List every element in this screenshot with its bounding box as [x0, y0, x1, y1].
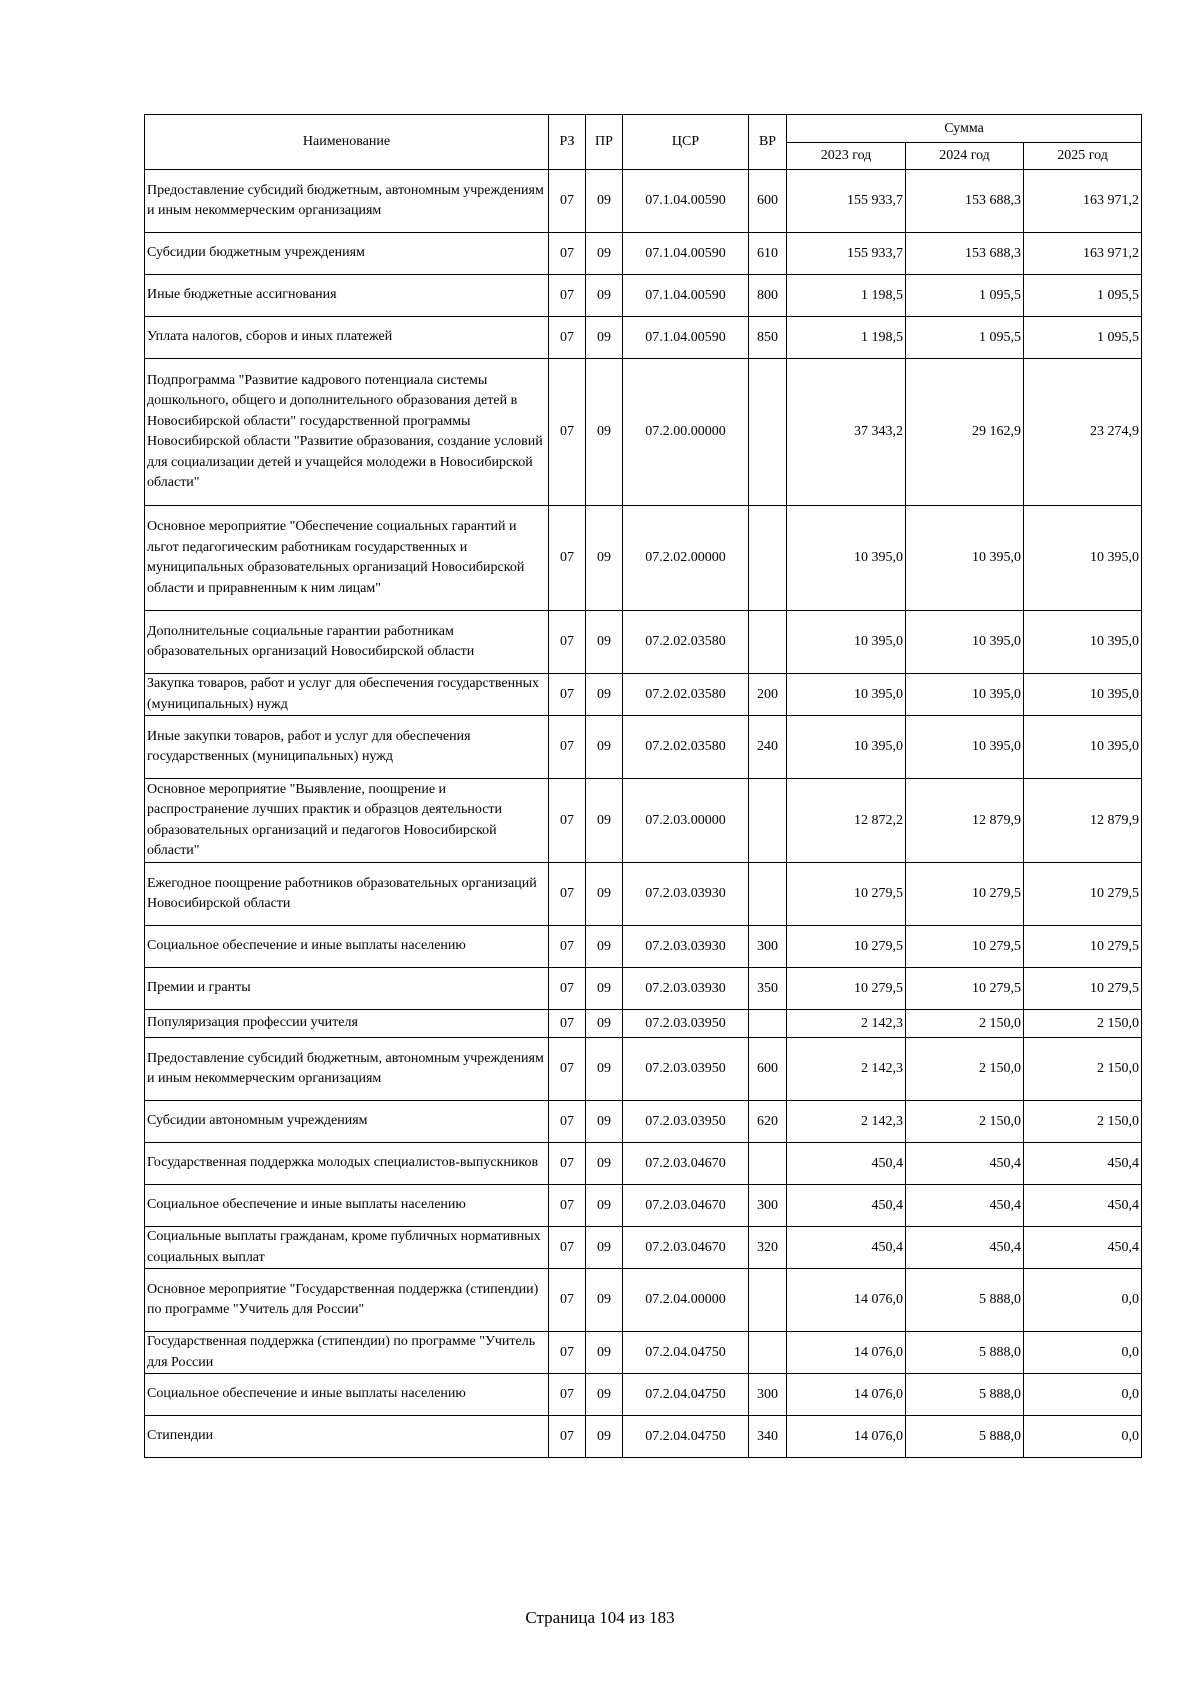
row-pr: 09 [586, 506, 623, 611]
table-row [145, 779, 1142, 863]
row-amount-2023: 10 395,0 [787, 506, 906, 611]
row-amount-2024: 10 395,0 [906, 716, 1024, 779]
row-vr: 240 [749, 716, 787, 779]
row-amount-2023: 450,4 [787, 1143, 906, 1185]
row-vr: 300 [749, 1374, 787, 1416]
row-amount-2024: 10 279,5 [906, 926, 1024, 968]
row-amount-2024: 153 688,3 [906, 170, 1024, 233]
row-pr: 09 [586, 674, 623, 716]
row-amount-2025: 2 150,0 [1024, 1038, 1142, 1101]
row-amount-2023: 2 142,3 [787, 1101, 906, 1143]
row-amount-2023: 2 142,3 [787, 1010, 906, 1038]
row-amount-2023: 14 076,0 [787, 1374, 906, 1416]
row-amount-2023: 14 076,0 [787, 1332, 906, 1374]
row-amount-2023: 450,4 [787, 1227, 906, 1269]
row-amount-2023: 14 076,0 [787, 1416, 906, 1458]
row-pr: 09 [586, 1010, 623, 1038]
row-name: Основное мероприятие "Обеспечение социальных гарантий и льгот педагогическим работникам государственных и муниципальных образовательных организаций Новосибирской области и приравненным к ним лицам" [145, 506, 549, 611]
row-amount-2025: 10 395,0 [1024, 716, 1142, 779]
row-amount-2023: 10 279,5 [787, 926, 906, 968]
row-vr [749, 779, 787, 863]
row-name: Предоставление субсидий бюджетным, автономным учреждениям и иным некоммерческим организациям [145, 1038, 549, 1101]
row-amount-2025: 0,0 [1024, 1269, 1142, 1332]
row-amount-2023: 12 872,2 [787, 779, 906, 863]
row-csr: 07.2.03.03930 [623, 926, 749, 968]
header-csr: ЦСР [623, 115, 749, 170]
header-year-2024: 2024 год [906, 143, 1024, 170]
row-amount-2024: 450,4 [906, 1143, 1024, 1185]
row-amount-2024: 5 888,0 [906, 1269, 1024, 1332]
table-row [145, 1101, 1142, 1143]
row-pr: 09 [586, 1416, 623, 1458]
row-amount-2024: 10 279,5 [906, 863, 1024, 926]
row-pr: 09 [586, 1269, 623, 1332]
header-year-2025: 2025 год [1024, 143, 1142, 170]
row-vr: 350 [749, 968, 787, 1010]
row-amount-2024: 450,4 [906, 1227, 1024, 1269]
row-name: Ежегодное поощрение работников образовательных организаций Новосибирской области [145, 863, 549, 926]
row-rz: 07 [549, 1010, 586, 1038]
row-csr: 07.2.03.04670 [623, 1185, 749, 1227]
row-rz: 07 [549, 674, 586, 716]
row-pr: 09 [586, 863, 623, 926]
table-row [145, 611, 1142, 674]
row-csr: 07.2.03.03930 [623, 968, 749, 1010]
row-rz: 07 [549, 926, 586, 968]
row-vr: 800 [749, 275, 787, 317]
row-vr [749, 1269, 787, 1332]
row-rz: 07 [549, 359, 586, 506]
row-amount-2023: 10 395,0 [787, 674, 906, 716]
row-amount-2024: 450,4 [906, 1185, 1024, 1227]
row-pr: 09 [586, 968, 623, 1010]
row-csr: 07.2.04.04750 [623, 1416, 749, 1458]
row-vr: 340 [749, 1416, 787, 1458]
row-name: Дополнительные социальные гарантии работникам образовательных организаций Новосибирской области [145, 611, 549, 674]
table-row [145, 1374, 1142, 1416]
row-vr [749, 1010, 787, 1038]
header-sum: Сумма [787, 115, 1142, 143]
table-row [145, 233, 1142, 275]
row-amount-2024: 5 888,0 [906, 1374, 1024, 1416]
row-amount-2024: 10 395,0 [906, 506, 1024, 611]
row-rz: 07 [549, 863, 586, 926]
table-row [145, 275, 1142, 317]
row-rz: 07 [549, 716, 586, 779]
row-vr: 850 [749, 317, 787, 359]
row-csr: 07.2.03.03930 [623, 863, 749, 926]
row-pr: 09 [586, 317, 623, 359]
row-rz: 07 [549, 1374, 586, 1416]
row-vr: 200 [749, 674, 787, 716]
row-amount-2025: 10 279,5 [1024, 863, 1142, 926]
row-name: Иные бюджетные ассигнования [145, 275, 549, 317]
table-row [145, 1185, 1142, 1227]
row-amount-2024: 10 279,5 [906, 968, 1024, 1010]
table-row [145, 1038, 1142, 1101]
table-row [145, 1143, 1142, 1185]
row-vr: 320 [749, 1227, 787, 1269]
row-amount-2025: 10 279,5 [1024, 926, 1142, 968]
row-amount-2025: 2 150,0 [1024, 1101, 1142, 1143]
row-name: Социальное обеспечение и иные выплаты населению [145, 1185, 549, 1227]
row-pr: 09 [586, 275, 623, 317]
row-csr: 07.2.00.00000 [623, 359, 749, 506]
row-amount-2023: 14 076,0 [787, 1269, 906, 1332]
row-rz: 07 [549, 1101, 586, 1143]
row-csr: 07.2.04.00000 [623, 1269, 749, 1332]
row-name: Социальное обеспечение и иные выплаты населению [145, 1374, 549, 1416]
row-name: Подпрограмма "Развитие кадрового потенциала системы дошкольного, общего и дополнительного образования детей в Новосибирской области" государственной программы Новосибирской области "Развитие образования, создание условий для социализации детей и учащейся молодежи в Новосибирской области" [145, 359, 549, 506]
row-rz: 07 [549, 779, 586, 863]
header-rz: РЗ [549, 115, 586, 170]
row-pr: 09 [586, 1332, 623, 1374]
table-row [145, 1010, 1142, 1038]
row-amount-2023: 10 279,5 [787, 968, 906, 1010]
header-vr: ВР [749, 115, 787, 170]
row-pr: 09 [586, 779, 623, 863]
row-amount-2024: 2 150,0 [906, 1101, 1024, 1143]
row-csr: 07.1.04.00590 [623, 317, 749, 359]
header-name: Наименование [145, 115, 549, 170]
header-pr: ПР [586, 115, 623, 170]
row-amount-2024: 153 688,3 [906, 233, 1024, 275]
table-row [145, 506, 1142, 611]
row-name: Стипендии [145, 1416, 549, 1458]
row-amount-2025: 450,4 [1024, 1227, 1142, 1269]
row-rz: 07 [549, 233, 586, 275]
row-vr: 610 [749, 233, 787, 275]
row-pr: 09 [586, 170, 623, 233]
row-amount-2025: 10 395,0 [1024, 506, 1142, 611]
row-amount-2024: 29 162,9 [906, 359, 1024, 506]
row-pr: 09 [586, 926, 623, 968]
row-csr: 07.2.02.03580 [623, 611, 749, 674]
row-csr: 07.2.04.04750 [623, 1374, 749, 1416]
row-name: Государственная поддержка (стипендии) по программе "Учитель для России [145, 1332, 549, 1374]
table-body [145, 170, 1142, 1458]
row-pr: 09 [586, 1185, 623, 1227]
row-amount-2025: 163 971,2 [1024, 233, 1142, 275]
row-vr [749, 611, 787, 674]
table-row [145, 170, 1142, 233]
row-amount-2023: 10 279,5 [787, 863, 906, 926]
row-pr: 09 [586, 1038, 623, 1101]
row-csr: 07.2.04.04750 [623, 1332, 749, 1374]
row-vr [749, 1332, 787, 1374]
table-row [145, 863, 1142, 926]
table-row [145, 674, 1142, 716]
row-vr [749, 506, 787, 611]
row-rz: 07 [549, 275, 586, 317]
table-row [145, 1416, 1142, 1458]
row-amount-2024: 2 150,0 [906, 1038, 1024, 1101]
row-name: Уплата налогов, сборов и иных платежей [145, 317, 549, 359]
row-name: Основное мероприятие "Государственная поддержка (стипендии) по программе "Учитель для России" [145, 1269, 549, 1332]
row-amount-2024: 5 888,0 [906, 1416, 1024, 1458]
row-amount-2023: 155 933,7 [787, 233, 906, 275]
row-amount-2025: 23 274,9 [1024, 359, 1142, 506]
row-vr: 300 [749, 926, 787, 968]
row-name: Иные закупки товаров, работ и услуг для обеспечения государственных (муниципальных) нужд [145, 716, 549, 779]
row-amount-2024: 5 888,0 [906, 1332, 1024, 1374]
row-rz: 07 [549, 1227, 586, 1269]
table-row [145, 1269, 1142, 1332]
row-rz: 07 [549, 170, 586, 233]
row-pr: 09 [586, 1374, 623, 1416]
table-row [145, 716, 1142, 779]
row-csr: 07.1.04.00590 [623, 170, 749, 233]
page-number: Страница 104 из 183 [525, 1608, 675, 1627]
row-amount-2024: 10 395,0 [906, 611, 1024, 674]
row-amount-2023: 1 198,5 [787, 317, 906, 359]
row-vr [749, 359, 787, 506]
row-amount-2023: 10 395,0 [787, 611, 906, 674]
row-csr: 07.2.03.04670 [623, 1143, 749, 1185]
row-pr: 09 [586, 1101, 623, 1143]
row-csr: 07.2.02.00000 [623, 506, 749, 611]
row-amount-2023: 155 933,7 [787, 170, 906, 233]
table-row [145, 926, 1142, 968]
table-row [145, 968, 1142, 1010]
row-vr: 600 [749, 1038, 787, 1101]
row-amount-2025: 10 395,0 [1024, 674, 1142, 716]
row-name: Закупка товаров, работ и услуг для обеспечения государственных (муниципальных) нужд [145, 674, 549, 716]
row-pr: 09 [586, 716, 623, 779]
row-csr: 07.2.03.03950 [623, 1101, 749, 1143]
row-name: Субсидии бюджетным учреждениям [145, 233, 549, 275]
row-amount-2023: 10 395,0 [787, 716, 906, 779]
row-amount-2025: 12 879,9 [1024, 779, 1142, 863]
row-vr [749, 1143, 787, 1185]
table-row [145, 317, 1142, 359]
row-amount-2025: 10 279,5 [1024, 968, 1142, 1010]
row-amount-2025: 10 395,0 [1024, 611, 1142, 674]
row-amount-2024: 1 095,5 [906, 275, 1024, 317]
row-amount-2025: 0,0 [1024, 1416, 1142, 1458]
row-amount-2025: 450,4 [1024, 1185, 1142, 1227]
row-rz: 07 [549, 968, 586, 1010]
row-csr: 07.2.03.03950 [623, 1038, 749, 1101]
row-amount-2025: 0,0 [1024, 1332, 1142, 1374]
row-name: Премии и гранты [145, 968, 549, 1010]
row-rz: 07 [549, 506, 586, 611]
row-rz: 07 [549, 1269, 586, 1332]
row-csr: 07.2.03.03950 [623, 1010, 749, 1038]
row-amount-2023: 2 142,3 [787, 1038, 906, 1101]
table-row [145, 359, 1142, 506]
row-amount-2024: 2 150,0 [906, 1010, 1024, 1038]
row-rz: 07 [549, 1038, 586, 1101]
table-row [145, 1227, 1142, 1269]
row-rz: 07 [549, 1332, 586, 1374]
row-csr: 07.2.03.00000 [623, 779, 749, 863]
row-amount-2025: 1 095,5 [1024, 275, 1142, 317]
row-rz: 07 [549, 1416, 586, 1458]
row-vr: 620 [749, 1101, 787, 1143]
row-vr: 600 [749, 170, 787, 233]
row-amount-2023: 1 198,5 [787, 275, 906, 317]
row-pr: 09 [586, 233, 623, 275]
row-pr: 09 [586, 1143, 623, 1185]
row-rz: 07 [549, 317, 586, 359]
row-amount-2025: 163 971,2 [1024, 170, 1142, 233]
row-name: Основное мероприятие "Выявление, поощрение и распространение лучших практик и образцов деятельности образовательных организаций и педагогов Новосибирской области" [145, 779, 549, 863]
row-name: Социальные выплаты гражданам, кроме публичных нормативных социальных выплат [145, 1227, 549, 1269]
row-vr: 300 [749, 1185, 787, 1227]
row-rz: 07 [549, 1143, 586, 1185]
row-csr: 07.2.02.03580 [623, 716, 749, 779]
row-amount-2023: 450,4 [787, 1185, 906, 1227]
row-pr: 09 [586, 359, 623, 506]
row-name: Предоставление субсидий бюджетным, автономным учреждениям и иным некоммерческим организациям [145, 170, 549, 233]
row-amount-2025: 2 150,0 [1024, 1010, 1142, 1038]
row-csr: 07.1.04.00590 [623, 233, 749, 275]
row-vr [749, 863, 787, 926]
row-amount-2025: 1 095,5 [1024, 317, 1142, 359]
row-csr: 07.2.03.04670 [623, 1227, 749, 1269]
row-csr: 07.1.04.00590 [623, 275, 749, 317]
row-name: Государственная поддержка молодых специалистов-выпускников [145, 1143, 549, 1185]
row-name: Субсидии автономным учреждениям [145, 1101, 549, 1143]
row-name: Социальное обеспечение и иные выплаты населению [145, 926, 549, 968]
row-rz: 07 [549, 611, 586, 674]
row-csr: 07.2.02.03580 [623, 674, 749, 716]
row-amount-2024: 10 395,0 [906, 674, 1024, 716]
row-pr: 09 [586, 1227, 623, 1269]
table-row [145, 1332, 1142, 1374]
row-amount-2023: 37 343,2 [787, 359, 906, 506]
row-name: Популяризация профессии учителя [145, 1010, 549, 1038]
row-rz: 07 [549, 1185, 586, 1227]
row-amount-2024: 1 095,5 [906, 317, 1024, 359]
row-amount-2024: 12 879,9 [906, 779, 1024, 863]
row-amount-2025: 0,0 [1024, 1374, 1142, 1416]
row-pr: 09 [586, 611, 623, 674]
budget-table [144, 114, 1142, 1458]
row-amount-2025: 450,4 [1024, 1143, 1142, 1185]
header-year-2023: 2023 год [787, 143, 906, 170]
